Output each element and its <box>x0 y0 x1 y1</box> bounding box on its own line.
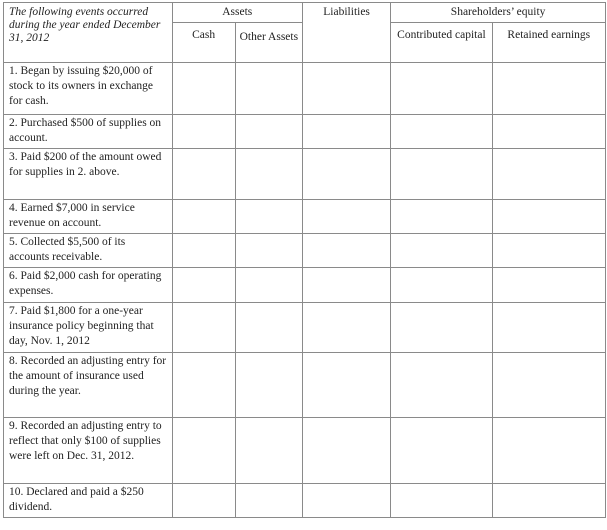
other-assets-cell[interactable] <box>235 234 302 268</box>
cash-header: Cash <box>172 23 235 63</box>
contributed-capital-cell[interactable] <box>391 200 492 234</box>
event-description: 10. Declared and paid a $250 dividend. <box>4 484 173 518</box>
liabilities-cell[interactable] <box>302 484 390 518</box>
other-assets-cell[interactable] <box>235 484 302 518</box>
liabilities-cell[interactable] <box>302 149 390 200</box>
retained-earnings-header: Retained earnings <box>492 23 605 63</box>
contributed-capital-cell[interactable] <box>391 353 492 418</box>
other-assets-cell[interactable] <box>235 303 302 353</box>
contributed-capital-cell[interactable] <box>391 484 492 518</box>
other-assets-header: Other Assets <box>235 23 302 63</box>
other-assets-cell[interactable] <box>235 200 302 234</box>
contributed-capital-cell[interactable] <box>391 63 492 115</box>
liabilities-cell[interactable] <box>302 115 390 149</box>
event-description: 8. Recorded an adjusting entry for the amount of insurance used during the year. <box>4 353 173 418</box>
table-row <box>4 418 606 484</box>
liabilities-cell[interactable] <box>302 418 390 484</box>
shareholders-equity-header: Shareholders’ equity <box>391 3 606 23</box>
retained-earnings-cell[interactable] <box>492 303 605 353</box>
cash-cell[interactable] <box>172 484 235 518</box>
retained-earnings-cell[interactable] <box>492 200 605 234</box>
liabilities-cell[interactable] <box>302 63 390 115</box>
retained-earnings-cell[interactable] <box>492 484 605 518</box>
liabilities-cell[interactable] <box>302 200 390 234</box>
other-assets-cell[interactable] <box>235 63 302 115</box>
cash-cell[interactable] <box>172 268 235 303</box>
cash-cell[interactable] <box>172 63 235 115</box>
retained-earnings-cell[interactable] <box>492 115 605 149</box>
cash-cell[interactable] <box>172 149 235 200</box>
other-assets-cell[interactable] <box>235 268 302 303</box>
contributed-capital-cell[interactable] <box>391 418 492 484</box>
event-description: 1. Began by issuing $20,000 of stock to its owners in exchange for cash. <box>4 63 173 115</box>
liabilities-cell[interactable] <box>302 353 390 418</box>
table-row <box>4 353 606 418</box>
cash-cell[interactable] <box>172 303 235 353</box>
retained-earnings-cell[interactable] <box>492 63 605 115</box>
liabilities-cell[interactable] <box>302 303 390 353</box>
liabilities-cell[interactable] <box>302 268 390 303</box>
table-row <box>4 234 606 268</box>
event-description: 3. Paid $200 of the amount owed for supplies in 2. above. <box>4 149 173 200</box>
retained-earnings-cell[interactable] <box>492 353 605 418</box>
cash-cell[interactable] <box>172 115 235 149</box>
other-assets-cell[interactable] <box>235 353 302 418</box>
retained-earnings-cell[interactable] <box>492 268 605 303</box>
event-description: 7. Paid $1,800 for a one-year insurance policy beginning that day, Nov. 1, 2012 <box>4 303 173 353</box>
contributed-capital-cell[interactable] <box>391 115 492 149</box>
table-row <box>4 63 606 115</box>
event-description: 2. Purchased $500 of supplies on account. <box>4 115 173 149</box>
table-row <box>4 149 606 200</box>
event-description: 9. Recorded an adjusting entry to reflect that only $100 of supplies were left on Dec. 31, 2012. <box>4 418 173 484</box>
table-row <box>4 200 606 234</box>
contributed-capital-cell[interactable] <box>391 268 492 303</box>
event-column-header: The following events occurred during the year ended December 31, 2012 <box>4 3 173 63</box>
other-assets-cell[interactable] <box>235 149 302 200</box>
liabilities-cell[interactable] <box>302 234 390 268</box>
table-row <box>4 115 606 149</box>
contributed-capital-cell[interactable] <box>391 303 492 353</box>
retained-earnings-cell[interactable] <box>492 149 605 200</box>
cash-cell[interactable] <box>172 353 235 418</box>
event-description: 6. Paid $2,000 cash for operating expenses. <box>4 268 173 303</box>
retained-earnings-cell[interactable] <box>492 418 605 484</box>
assets-header: Assets <box>172 3 302 23</box>
other-assets-cell[interactable] <box>235 418 302 484</box>
cash-cell[interactable] <box>172 234 235 268</box>
contributed-capital-header: Contributed capital <box>391 23 492 63</box>
table-row <box>4 484 606 518</box>
table-row <box>4 268 606 303</box>
accounting-equation-table <box>3 2 606 518</box>
retained-earnings-cell[interactable] <box>492 234 605 268</box>
cash-cell[interactable] <box>172 200 235 234</box>
cash-cell[interactable] <box>172 418 235 484</box>
contributed-capital-cell[interactable] <box>391 149 492 200</box>
table-row <box>4 303 606 353</box>
contributed-capital-cell[interactable] <box>391 234 492 268</box>
event-description: 4. Earned $7,000 in service revenue on account. <box>4 200 173 234</box>
event-description: 5. Collected $5,500 of its accounts receivable. <box>4 234 173 268</box>
liabilities-header: Liabilities <box>302 3 390 63</box>
other-assets-cell[interactable] <box>235 115 302 149</box>
